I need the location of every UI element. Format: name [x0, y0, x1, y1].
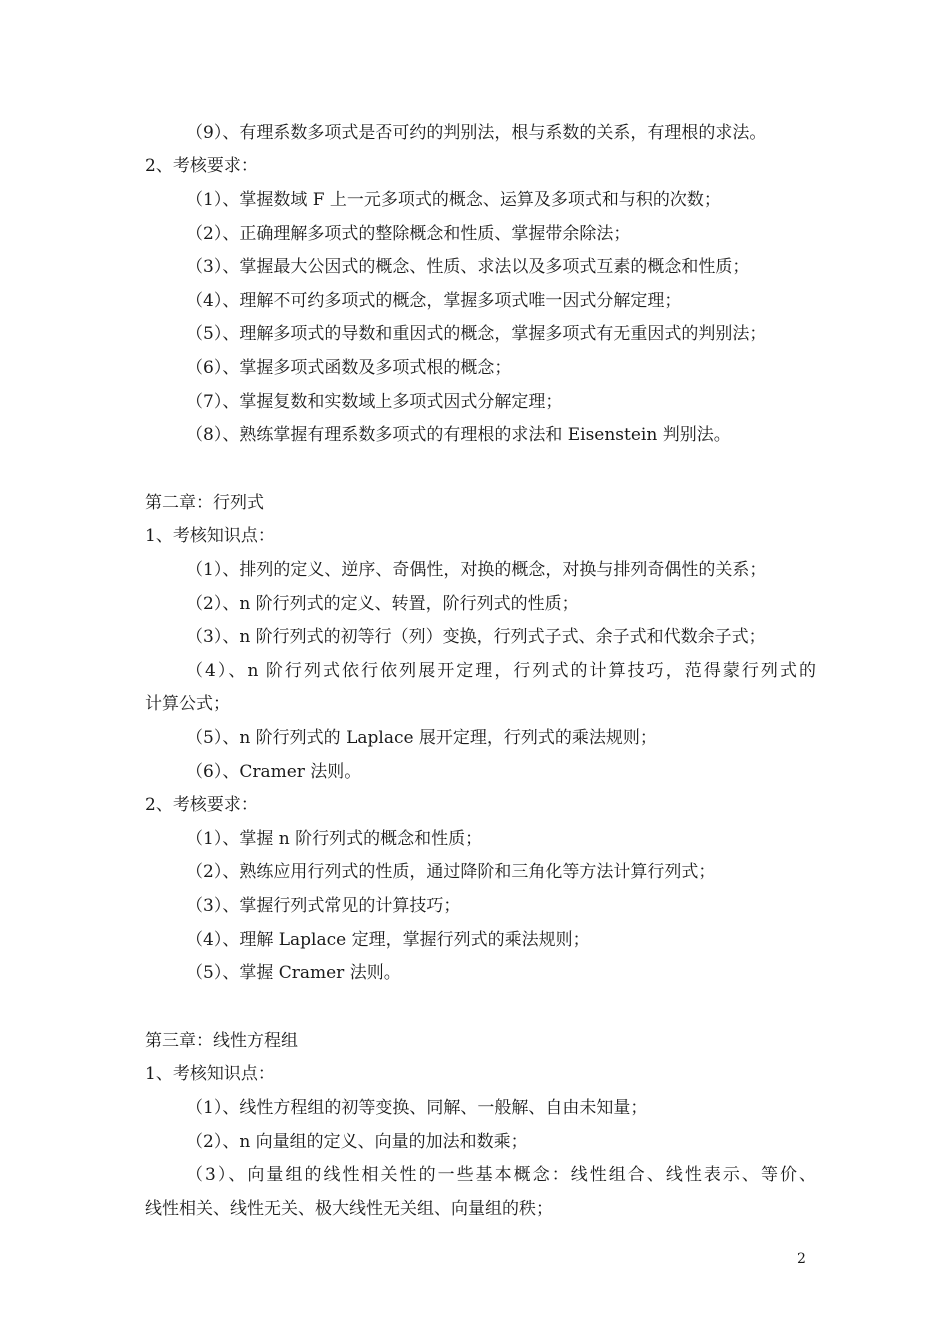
requirement-2: （2）、熟练应用行列式的性质，通过降阶和三角化等方法计算行列式；	[186, 862, 716, 882]
page-number: 2	[797, 1251, 806, 1267]
requirement-4: （4）、理解 Laplace 定理，掌握行列式的乘法规则；	[186, 930, 590, 950]
requirement-8: （8）、熟练掌握有理系数多项式的有理根的求法和 Eisenstein 判别法。	[186, 425, 731, 445]
requirement-2: （2）、正确理解多项式的整除概念和性质、掌握带余除法；	[186, 224, 631, 244]
knowledge-point-6: （6）、Cramer 法则。	[186, 762, 362, 782]
knowledge-point-5: （5）、n 阶行列式的 Laplace 展开定理，行列式的乘法规则；	[186, 728, 657, 748]
knowledge-point-4: （4）、n 阶行列式依行依列展开定理，行列式的计算技巧，范得蒙行列式的	[186, 661, 816, 681]
knowledge-point-4-continued: 计算公式；	[145, 694, 230, 714]
requirement-4: （4）、理解不可约多项式的概念，掌握多项式唯一因式分解定理；	[186, 291, 682, 311]
item-9-rational-coefficient-polynomials: （9）、有理系数多项式是否可约的判别法，根与系数的关系，有理根的求法。	[186, 123, 767, 143]
requirement-5: （5）、理解多项式的导数和重因式的概念，掌握多项式有无重因式的判别法；	[186, 324, 767, 344]
knowledge-point-3: （3）、n 阶行列式的初等行（列）变换，行列式子式、余子式和代数余子式；	[186, 627, 766, 647]
requirement-5: （5）、掌握 Cramer 法则。	[186, 963, 401, 983]
section-heading-knowledge-points: 1、考核知识点：	[145, 526, 275, 546]
requirement-1: （1）、掌握数域 F 上一元多项式的概念、运算及多项式和与积的次数；	[186, 190, 721, 210]
knowledge-point-3: （3）、向量组的线性相关性的一些基本概念：线性组合、线性表示、等价、	[186, 1165, 816, 1185]
knowledge-point-2: （2）、n 向量组的定义、向量的加法和数乘；	[186, 1132, 528, 1152]
requirement-6: （6）、掌握多项式函数及多项式根的概念；	[186, 358, 512, 378]
chapter-heading-linear-equations: 第三章：线性方程组	[145, 1031, 298, 1051]
knowledge-point-1: （1）、线性方程组的初等变换、同解、一般解、自由未知量；	[186, 1098, 648, 1118]
knowledge-point-3-continued: 线性相关、线性无关、极大线性无关组、向量组的秩；	[145, 1199, 553, 1219]
section-heading-knowledge-points: 1、考核知识点：	[145, 1064, 275, 1084]
chapter-heading-determinants: 第二章：行列式	[145, 493, 264, 513]
requirement-1: （1）、掌握 n 阶行列式的概念和性质；	[186, 829, 483, 849]
requirement-3: （3）、掌握最大公因式的概念、性质、求法以及多项式互素的概念和性质；	[186, 257, 750, 277]
requirement-7: （7）、掌握复数和实数域上多项式因式分解定理；	[186, 392, 563, 412]
knowledge-point-1: （1）、排列的定义、逆序、奇偶性，对换的概念，对换与排列奇偶性的关系；	[186, 560, 767, 580]
knowledge-point-2: （2）、n 阶行列式的定义、转置，阶行列式的性质；	[186, 594, 579, 614]
requirement-3: （3）、掌握行列式常见的计算技巧；	[186, 896, 461, 916]
section-heading-requirements: 2、考核要求：	[145, 795, 258, 815]
section-heading-requirements: 2、考核要求：	[145, 156, 258, 176]
